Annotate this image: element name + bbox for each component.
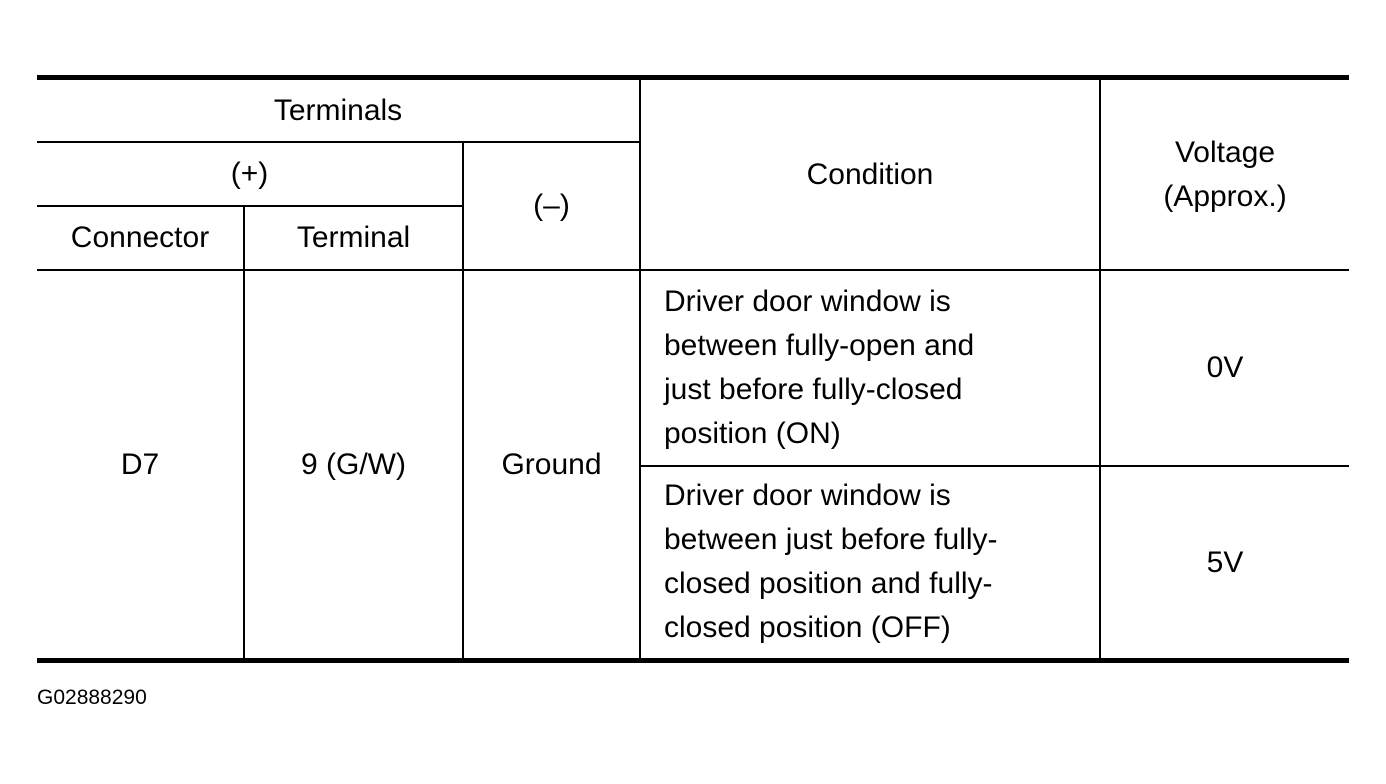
condition-on-line: Driver door window is bbox=[664, 285, 951, 318]
voltage-header-line1: Voltage bbox=[1174, 135, 1276, 169]
plus-header: (+) bbox=[230, 157, 269, 190]
voltage-header-line2: (Approx.) bbox=[1163, 179, 1287, 213]
connector-value: D7 bbox=[120, 447, 160, 481]
condition-on-line: position (ON) bbox=[664, 417, 841, 450]
condition-on-line: between fully-open and bbox=[664, 329, 975, 362]
voltage-header bbox=[1101, 80, 1349, 269]
terminals-header: Terminals bbox=[273, 93, 403, 127]
condition-header: Condition bbox=[806, 157, 934, 191]
condition-off-line: between just before fully- bbox=[664, 523, 998, 556]
voltage-on-value: 0V bbox=[1206, 351, 1244, 384]
condition-off-line: Driver door window is bbox=[664, 479, 951, 512]
condition-off-text bbox=[664, 472, 1094, 652]
condition-on-line: just before fully-closed bbox=[664, 373, 963, 406]
terminal-header: Terminal bbox=[296, 221, 411, 254]
minus-header: (–) bbox=[533, 189, 570, 222]
minus-value: Ground bbox=[501, 447, 602, 481]
voltage-off-value: 5V bbox=[1206, 545, 1244, 579]
table-bottom-rule bbox=[37, 658, 1349, 663]
condition-on-text bbox=[664, 278, 1094, 458]
figure-code: G02888290 bbox=[37, 686, 147, 709]
condition-off-line: closed position (OFF) bbox=[664, 611, 951, 644]
connector-header: Connector bbox=[70, 221, 210, 254]
terminal-value: 9 (G/W) bbox=[301, 447, 406, 481]
condition-off-line: closed position and fully- bbox=[664, 567, 993, 600]
